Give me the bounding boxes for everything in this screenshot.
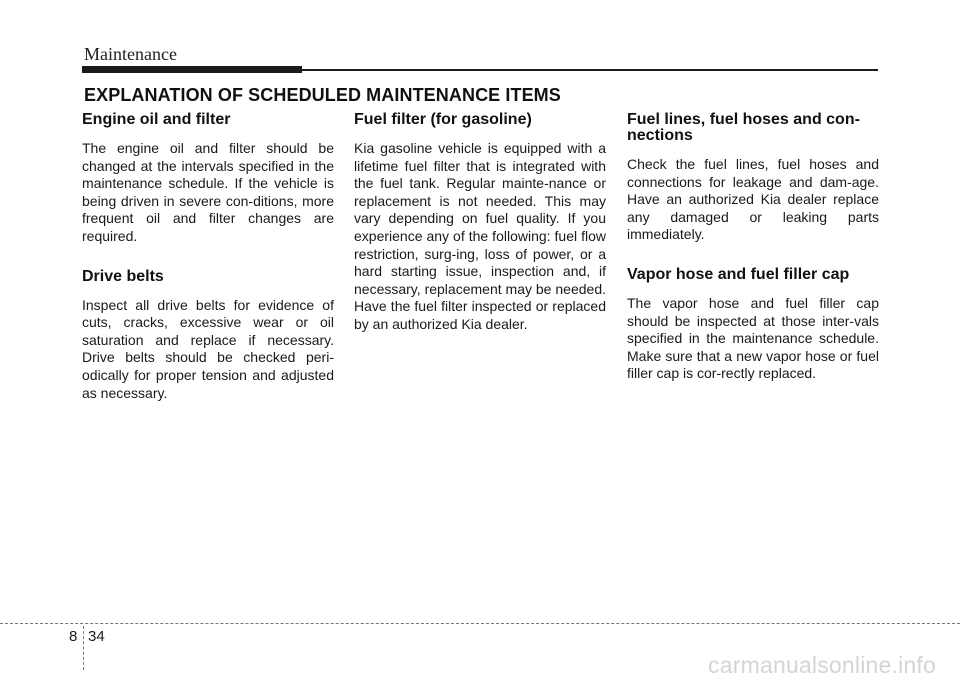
header-rule-thin <box>302 69 878 71</box>
heading-engine-oil: Engine oil and filter <box>82 111 231 128</box>
text-vapor-hose: The vapor hose and fuel filler cap should be inspected at those inter-vals specified in the maintenance schedule. Make sure that a new vapor hose or fuel filler cap is cor-rectly replaced. <box>627 294 879 382</box>
section-title: EXPLANATION OF SCHEDULED MAINTENANCE ITEMS <box>84 85 561 105</box>
chapter-number: 8 <box>69 628 78 645</box>
text-drive-belts: Inspect all drive belts for evidence of cuts, cracks, excessive wear or oil saturation and replace if necessary. Drive belts should be checked peri-odically for proper tension and adjusted as necessary. <box>82 296 334 401</box>
heading-fuel-filter: Fuel filter (for gasoline) <box>354 111 532 128</box>
heading-drive-belts: Drive belts <box>82 267 164 285</box>
header-rule-thick <box>82 66 302 73</box>
heading-fuel-lines: Fuel lines, fuel hoses and con- nections <box>627 111 860 144</box>
footer-page-divider <box>83 626 84 670</box>
text-fuel-lines: Check the fuel lines, fuel hoses and connections for leakage and dam-age. Have an authorized Kia dealer replace any damaged or leaking parts immediately. <box>627 156 879 243</box>
column-3 <box>627 112 879 383</box>
text-fuel-filter: Kia gasoline vehicle is equipped with a lifetime fuel filter that is integrated with the fuel tank. Regular mainte-nance or replacement is not needed. This may vary depending on fuel quality. If you experience any of the following: fuel flow restriction, surg-ing, loss of power, or a hard starting issue, inspection and, if necessary, replacement may be needed. Have the fuel filter inspected or replaced by an authorized Kia dealer. <box>354 140 606 332</box>
watermark: carmanualsonline.info <box>708 652 936 678</box>
footer-divider <box>0 623 960 624</box>
heading-vapor-hose: Vapor hose and fuel filler cap <box>627 265 850 283</box>
column-1 <box>82 112 334 402</box>
header-title: Maintenance <box>84 44 177 64</box>
text-engine-oil: The engine oil and filter should be changed at the intervals specified in the maintenance schedule. If the vehicle is being driven in severe con-ditions, more frequent oil and filter changes are required. <box>82 140 334 244</box>
column-2 <box>354 112 606 334</box>
page-number: 34 <box>88 628 105 645</box>
